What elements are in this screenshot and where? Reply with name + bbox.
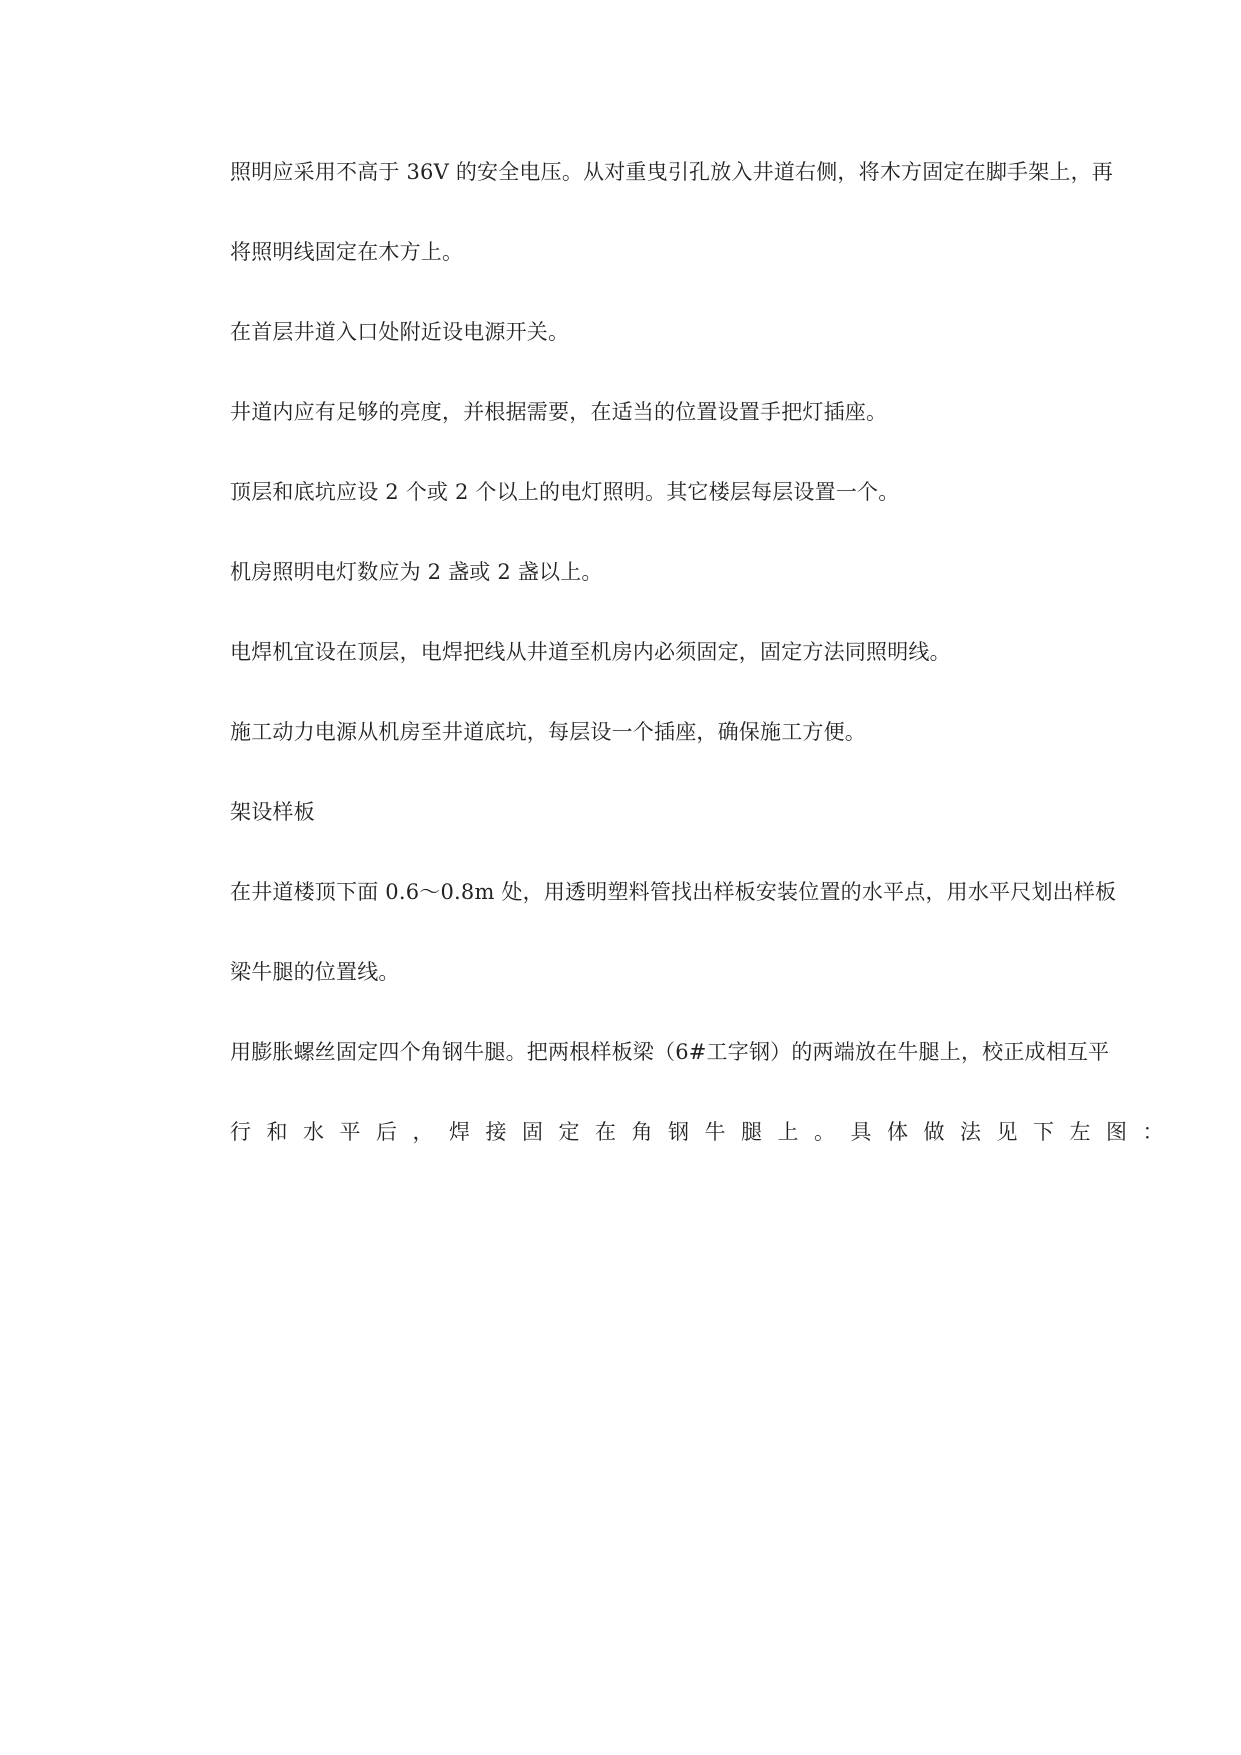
paragraph-line-12: 用膨胀螺丝固定四个角钢牛腿。把两根样板梁（6#工字钢）的两端放在牛腿上，校正成相互平 — [230, 1040, 1110, 1064]
paragraph-line-5: 顶层和底坑应设 2 个或 2 个以上的电灯照明。其它楼层每层设置一个。 — [230, 480, 900, 504]
paragraph-line-8: 施工动力电源从机房至井道底坑，每层设一个插座，确保施工方便。 — [230, 720, 866, 744]
paragraph-line-3: 在首层井道入口处附近设电源开关。 — [230, 320, 570, 344]
paragraph-line-1: 照明应采用不高于 36V 的安全电压。从对重曳引孔放入井道右侧，将木方固定在脚手架上，再 — [230, 160, 1114, 184]
paragraph-line-6: 机房照明电灯数应为 2 盏或 2 盏以上。 — [230, 560, 603, 584]
paragraph-line-10: 在井道楼顶下面 0.6～0.8m 处，用透明塑料管找出样板安装位置的水平点，用水平尺划出样板 — [230, 880, 1117, 904]
paragraph-line-13: 行和水平后，焊接固定在角钢牛腿上。具体做法见下左图： — [230, 1120, 1179, 1144]
section-heading: 架设样板 — [230, 800, 315, 824]
paragraph-line-2: 将照明线固定在木方上。 — [230, 240, 464, 264]
paragraph-line-11: 梁牛腿的位置线。 — [230, 960, 400, 984]
paragraph-line-4: 井道内应有足够的亮度，并根据需要，在适当的位置设置手把灯插座。 — [230, 400, 888, 424]
paragraph-line-7: 电焊机宜设在顶层，电焊把线从井道至机房内必须固定，固定方法同照明线。 — [230, 640, 951, 664]
